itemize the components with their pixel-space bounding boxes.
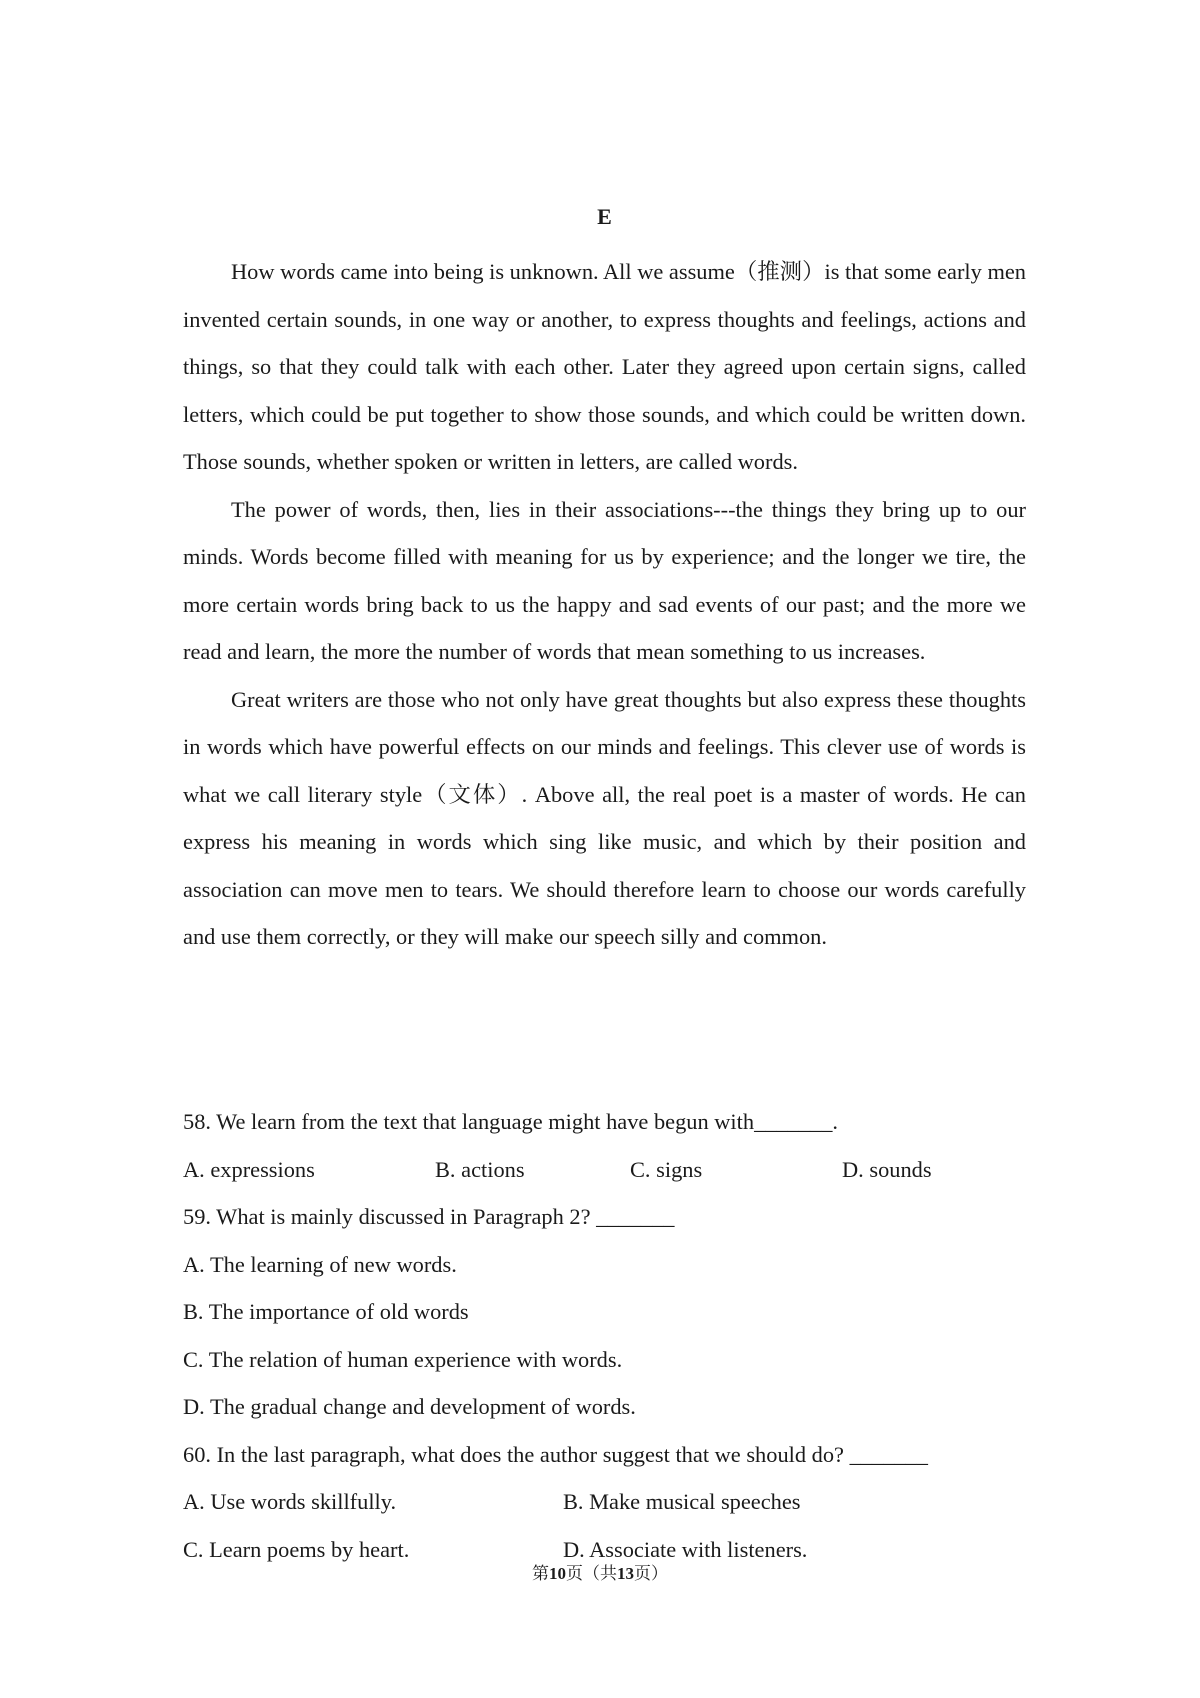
footer-total-pages: 13	[617, 1564, 634, 1583]
question-60-stem: 60. In the last paragraph, what does the author suggest that we should do? _______	[183, 1441, 928, 1467]
question-58-option-a[interactable]: A. expressions	[183, 1156, 315, 1182]
question-60-option-d[interactable]: D. Associate with listeners.	[563, 1536, 808, 1562]
question-59-stem: 59. What is mainly discussed in Paragraph 2? _______	[183, 1204, 675, 1229]
question-60-option-a[interactable]: A. Use words skillfully.	[183, 1489, 397, 1514]
footer-prefix: 第	[532, 1564, 549, 1583]
question-60-option-b[interactable]: B. Make musical speeches	[563, 1489, 801, 1514]
question-58-option-b[interactable]: B. actions	[435, 1156, 525, 1182]
question-58-option-d[interactable]: D. sounds	[842, 1156, 932, 1182]
question-59-option-b[interactable]: B. The importance of old words	[183, 1299, 469, 1324]
question-59-option-c[interactable]: C. The relation of human experience with words.	[183, 1346, 623, 1372]
question-60-options-row-1	[183, 1478, 1026, 1526]
question-58-options	[183, 1146, 1026, 1194]
footer-middle: 页（共	[566, 1564, 617, 1583]
section-title: E	[597, 204, 612, 229]
question-60-option-c[interactable]: C. Learn poems by heart.	[183, 1536, 410, 1562]
question-58-stem: 58. We learn from the text that language might have begun with_______.	[183, 1109, 839, 1134]
question-59-option-d[interactable]: D. The gradual change and development of words.	[183, 1394, 636, 1419]
reading-passage	[183, 248, 1026, 961]
question-59-option-a[interactable]: A. The learning of new words.	[183, 1251, 457, 1277]
passage-paragraph-3: Great writers are those who not only have great thoughts but also express these thoughts in words which have powerful effects on our minds and feelings. This clever use of words is what we call literary style（文体）. Above all, the real poet is a master of words. He can express his meaning in words which sing like music, and which by their position and association can move men to tears. We should therefore learn to choose our words carefully and use them correctly, or they will make our speech silly and common.	[183, 686, 1026, 949]
footer-page-number: 10	[549, 1564, 566, 1583]
question-list	[183, 1098, 1026, 1573]
passage-paragraph-2: The power of words, then, lies in their associations---the things they bring up to our minds. Words become filled with meaning for us by experience; and the longer we tire, the more certain words bring back to us the happy and sad events of our past; and the more we read and learn, the more the number of words that mean something to us increases.	[183, 496, 1026, 664]
passage-paragraph-1: How words came into being is unknown. All we assume（推测）is that some early men invented certain sounds, in one way or another, to express thoughts and feelings, actions and things, so that they could talk with each other. Later they agreed upon certain signs, called letters, which could be put together to show those sounds, and which could be written down. Those sounds, whether spoken or written in letters, are called words.	[183, 259, 1026, 474]
page-footer	[0, 1562, 1200, 1586]
footer-suffix: 页）	[634, 1564, 668, 1583]
question-58-option-c[interactable]: C. signs	[630, 1156, 703, 1182]
